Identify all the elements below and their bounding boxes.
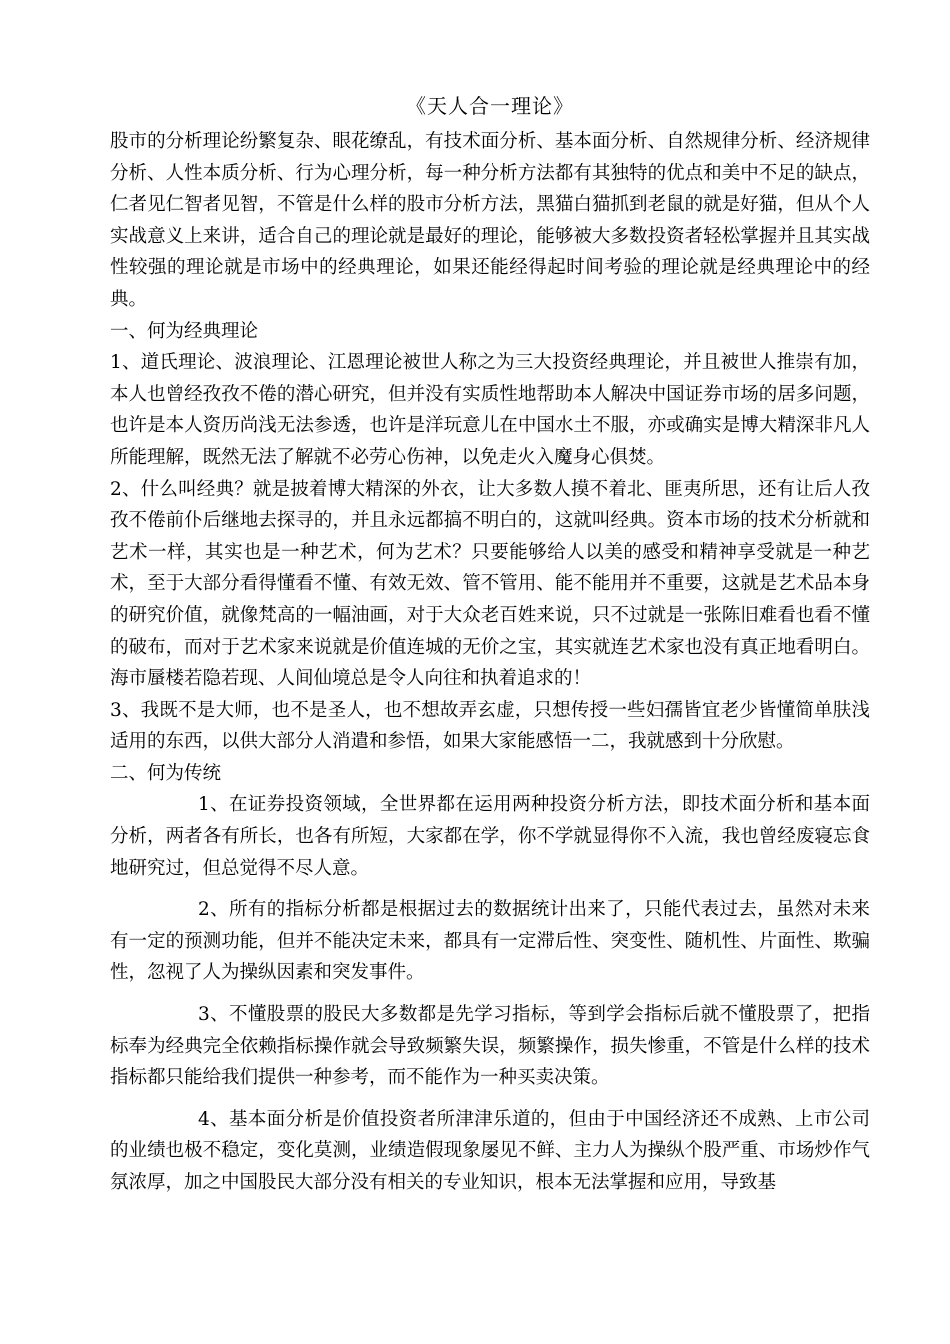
section-1-item-2: 2、什么叫经典？就是披着博大精深的外衣，让大多数人摸不着北、匪夷所思，还有让后人孜孜不倦前仆后继地去探寻的，并且永远都搞不明白的，这就叫经典。资本市场的技术分析就和艺术一样，其实也是一种艺术，何为艺术？只要能够给人以美的感受和精神享受就是一种艺术，至于大部分看得懂看不懂、有效无效、管不管用、能不能用并不重要，这就是艺术品本身的研究价值，就像梵高的一幅油画，对于大众老百姓来说，只不过就是一张陈旧难看也看不懂的破布，而对于艺术家来说就是价值连城的无价之宝，其实就连艺术家也没有真正地看明白。海市蜃楼若隐若现、人间仙境总是令人向往和执着追求的！ (110, 478, 870, 690)
document-title: 《天人合一理论》 (406, 94, 574, 118)
section-2-heading: 二、何为传统 (110, 762, 222, 784)
section-2-item-3: 3、不懂股票的股民大多数都是先学习指标，等到学会指标后就不懂股票了，把指标奉为经典完全依赖指标操作就会导致频繁失误，频繁操作，损失惨重，不管是什么样的技术指标都只能给我们提供一种参考，而不能作为一种买卖决策。 (110, 1004, 870, 1089)
document-page (110, 90, 870, 1199)
intro-paragraph: 股市的分析理论纷繁复杂、眼花缭乱，有技术面分析、基本面分析、自然规律分析、经济规律分析、人性本质分析、行为心理分析，每一种分析方法都有其独特的优点和美中不足的缺点，仁者见仁智者见智，不管是什么样的股市分析方法，黑猫白猫抓到老鼠的就是好猫，但从个人实战意义上来讲，适合自己的理论就是最好的理论，能够被大多数投资者轻松掌握并且其实战性较强的理论就是市场中的经典理论，如果还能经得起时间考验的理论就是经典理论中的经典。 (110, 131, 870, 310)
section-2-item-4: 4、基本面分析是价值投资者所津津乐道的，但由于中国经济还不成熟、上市公司的业绩也极不稳定，变化莫测，业绩造假现象屡见不鲜、主力人为操纵个股严重、市场炒作气氛浓厚，加之中国股民大部分没有相关的专业知识，根本无法掌握和应用，导致基 (110, 1108, 870, 1193)
section-2-item-2: 2、所有的指标分析都是根据过去的数据统计出来了，只能代表过去，虽然对未来有一定的预测功能，但并不能决定未来，都具有一定滞后性、突变性、随机性、片面性、欺骗性，忽视了人为操纵因素和突发事件。 (110, 899, 870, 984)
section-1-item-1: 1、道氏理论、波浪理论、江恩理论被世人称之为三大投资经典理论，并且被世人推崇有加，本人也曾经孜孜不倦的潜心研究，但并没有实质性地帮助本人解决中国证券市场的居多问题，也许是本人资历尚浅无法参透，也许是洋玩意儿在中国水土不服，亦或确实是博大精深非凡人所能理解，既然无法了解就不必劳心伤神，以免走火入魔身心俱焚。 (110, 352, 870, 468)
section-2-item-1: 1、在证券投资领域，全世界都在运用两种投资分析方法，即技术面分析和基本面分析，两者各有所长，也各有所短，大家都在学，你不学就显得你不入流，我也曾经废寝忘食地研究过，但总觉得不尽人意。 (110, 794, 870, 879)
section-1-heading: 一、何为经典理论 (110, 320, 259, 342)
section-1-item-3: 3、我既不是大师，也不是圣人，也不想故弄玄虚，只想传授一些妇孺皆宜老少皆懂简单肤浅适用的东西，以供大部分人消遣和参悟，如果大家能感悟一二，我就感到十分欣慰。 (110, 699, 870, 753)
